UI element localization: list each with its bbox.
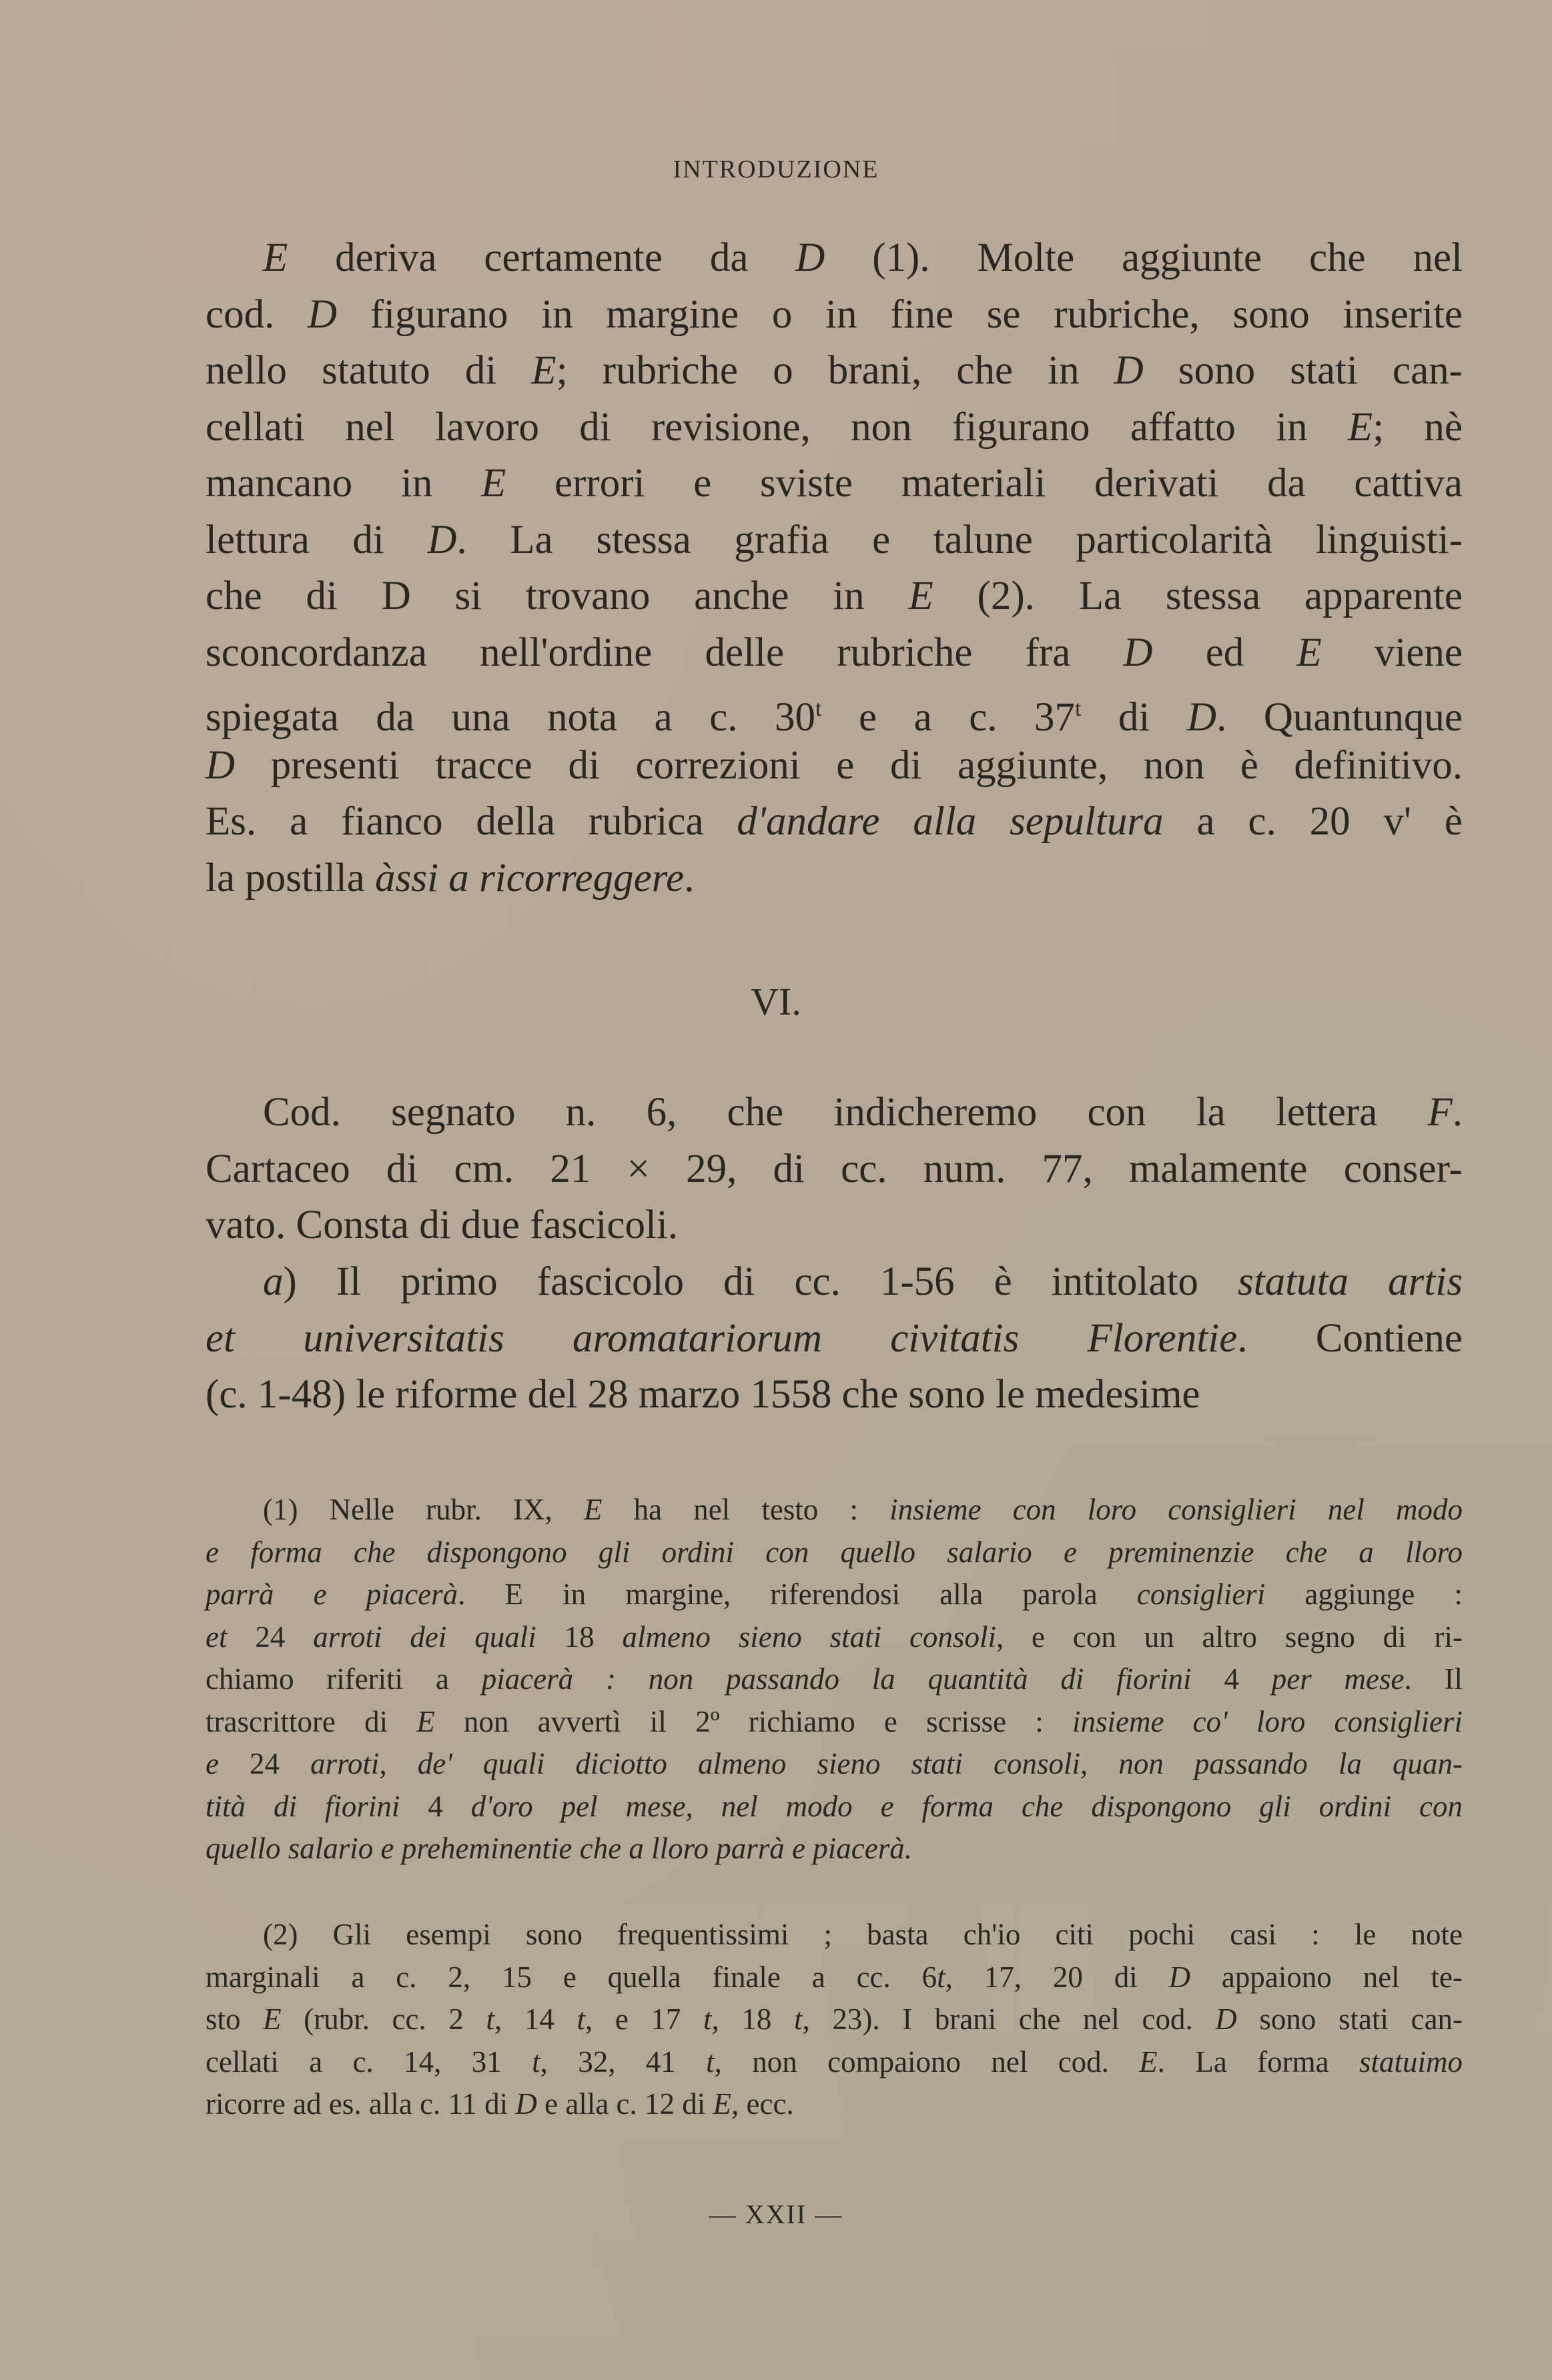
italic-run: E [583,1493,603,1526]
superscript: t [815,696,822,721]
text-run: ; rubriche o brani, che in [556,348,1114,393]
text-run: vato. Consta di due fascicoli. [206,1203,679,1247]
page-number: — XXII — [709,2199,843,2229]
text-line [206,1574,1463,1616]
text-line [206,2041,1463,2084]
text-line [206,1532,1463,1574]
italic-run: et universitatis aromatariorum civitatis Florentie [206,1315,1238,1361]
text-line [206,1828,1463,1870]
text-run: viene [1321,630,1463,675]
italic-run: D [206,742,236,788]
text-run: . Il [1404,1662,1463,1696]
italic-run: D [1114,348,1144,393]
text-run: figurano in margine o in fine se rubriche, sono inserite [337,291,1463,337]
text-run: e alla c. 12 di [536,2087,713,2121]
italic-run: t [793,2002,803,2036]
text-run: trascrittore di [206,1704,417,1738]
paragraph-3 [206,1254,1463,1423]
text-run: , e 17 [585,2002,703,2036]
italic-run: D [1215,2002,1237,2036]
text-run: deriva certamente da [288,235,796,280]
text-run: (2) Gli esempi sono frequentissimi ; basta ch'io citi pochi casi : le note [263,1918,1463,1951]
text-run: cellati a c. 14, 31 [206,2044,532,2078]
text-run: . La stessa grafia e talune particolarità linguisti- [456,517,1463,562]
italic-run: t [576,2002,585,2036]
text-line [206,456,1463,512]
text-run: sono stati can- [1236,2002,1463,2036]
text-line [206,1197,1463,1254]
italic-run: e forma che dispongono gli ordini con quello salario e preminenzie che a lloro [206,1535,1463,1569]
text-run: marginali a c. 2, 15 e quella finale a cc. 6 [206,1960,937,1994]
italic-run: E [416,1704,435,1738]
text-run: , e con un altro segno di ri- [996,1620,1463,1654]
italic-run: insieme co' loro consiglieri [1072,1704,1463,1738]
text-run: . Quantunque [1216,695,1463,740]
italic-run: E [531,348,556,393]
text-run: 4 [400,1789,471,1823]
italic-run: F [1427,1090,1453,1135]
paragraph-1 [206,230,1463,907]
footnote-1 [206,1489,1463,1870]
text-run: presenti tracce di correzioni e di aggiunte, non è definitivo. [235,742,1463,788]
text-run: appaiono nel te- [1190,1960,1463,1994]
text-line [206,1786,1463,1828]
italic-run: E [713,2087,732,2121]
italic-run: D [308,291,338,337]
italic-run: D [1168,1960,1191,1994]
text-run: spiegata da una nota a c. 30 [206,695,816,740]
text-run: , 32, 41 [540,2044,707,2078]
text-run: lettura di [206,517,428,562]
italic-run: parrà e piacerà [206,1578,458,1611]
text-run: Es. a fianco della rubrica [206,799,737,844]
paragraph-2 [206,1085,1463,1254]
italic-run: e [206,1747,219,1780]
italic-run: a [263,1259,284,1304]
text-line [206,230,1463,287]
italic-run: d'andare alla sepultura [737,799,1164,844]
italic-run: D [515,2087,537,2121]
italic-run: almeno sieno stati consoli [622,1620,996,1654]
text-run: ; nè [1373,404,1463,450]
italic-run: D [427,517,457,562]
italic-run: piacerà : non passando la quantità di fiorini [481,1662,1192,1696]
text-run: che di D si trovano anche in [206,574,909,618]
text-run: ed [1152,630,1297,675]
text-run: (1). Molte aggiunte che nel [825,235,1463,280]
text-run: (c. 1-48) le riforme del 28 marzo 1558 che sono le medesime [206,1372,1200,1417]
text-line [206,1701,1463,1744]
text-run: . [1452,1090,1463,1135]
running-head: INTRODUZIONE [673,155,879,183]
text-run: . Contiene [1237,1315,1463,1361]
italic-run: consiglieri [1136,1578,1266,1611]
italic-run: t [532,2044,540,2078]
text-run: (1) Nelle rubr. IX, [263,1493,584,1526]
text-run: cellati nel lavoro di revisione, non figurano affatto in [206,404,1348,450]
italic-run: D [795,235,825,280]
italic-run: àssi a ricorreggere [375,855,685,901]
text-line [206,1311,1463,1367]
section-heading: VI. [751,980,801,1023]
footnote-2 [206,1914,1463,2126]
text-line [206,1254,1463,1311]
text-line [206,1616,1463,1659]
text-run: ) Il primo fascicolo di cc. 1-56 è intitolato [283,1259,1238,1304]
text-line [206,850,1463,907]
italic-run: t [486,2002,494,2036]
text-run: . [684,855,695,901]
text-line [206,681,1463,738]
text-line [206,625,1463,682]
text-run: errori e sviste materiali derivati da cattiva [506,461,1463,506]
text-line [206,1489,1463,1532]
italic-run: d'oro pel mese, nel modo e forma che dispongono gli ordini con [470,1789,1463,1823]
text-line [206,287,1463,344]
text-line [206,1658,1463,1701]
text-run: sono stati can- [1143,348,1463,393]
text-run: la postilla [206,855,376,901]
superscript: t [1075,696,1082,721]
text-run: sto [206,2002,264,2036]
italic-run: E [1139,2044,1158,2078]
text-run: (2). La stessa apparente [933,574,1463,618]
text-run: chiamo riferiti a [206,1662,482,1696]
text-run: non avvertì il 2º richiamo e scrisse : [434,1704,1072,1738]
text-line [206,1914,1463,1956]
italic-run: E [1296,630,1322,675]
italic-run: E [908,574,933,618]
text-run: Cartaceo di cm. 21 × 29, di cc. num. 77, malamente conser- [206,1146,1463,1191]
italic-run: E [263,235,288,280]
italic-run: E [481,461,506,506]
text-run: , non compaiono nel cod. [714,2044,1140,2078]
text-run: nello statuto di [206,348,532,393]
italic-run: per mese [1271,1662,1405,1696]
text-line [206,400,1463,456]
italic-run: t [937,1960,945,1994]
text-run: 18 [536,1620,623,1654]
italic-run: statuta artis [1238,1259,1463,1304]
italic-run: statuimo [1359,2044,1463,2078]
text-line [206,738,1463,794]
italic-run: insieme con loro consiglieri nel modo [889,1493,1463,1526]
text-run: Cod. segnato n. 6, che indicheremo con la lettera [263,1090,1428,1135]
text-run: 24 [227,1620,314,1654]
text-line [206,794,1463,850]
text-run: . La forma [1157,2044,1359,2078]
text-run: di [1081,695,1188,740]
italic-run: quello salario e preheminentie che a lloro parrà e piacerà. [206,1832,912,1865]
text-run: sconcordanza nell'ordine delle rubriche fra [206,630,1124,675]
text-line [206,1743,1463,1786]
italic-run: E [1347,404,1373,450]
text-line [206,1998,1463,2041]
italic-run: D [1187,695,1217,740]
italic-run: arroti, de' quali diciotto almeno sieno stati consoli, non passando la quan- [310,1747,1463,1780]
text-line [206,2083,1463,2126]
italic-run: t [703,2002,712,2036]
text-line [206,512,1463,569]
italic-run: et [206,1620,228,1654]
text-line [206,568,1463,625]
text-line [206,1956,1463,1999]
text-run: 24 [218,1747,311,1780]
text-run: ha nel testo : [602,1493,890,1526]
italic-run: D [1123,630,1153,675]
text-run: ricorre ad es. alla c. 11 di [206,2087,516,2121]
text-line [206,1085,1463,1141]
text-run: . E in margine, riferendosi alla parola [458,1578,1137,1611]
text-run: cod. [206,291,308,337]
text-line [206,1141,1463,1198]
italic-run: tità di fiorini [206,1789,400,1823]
text-run: aggiunge : [1265,1578,1463,1611]
text-run: , 23). I brani che nel cod. [802,2002,1216,2036]
text-run: e a c. 37 [821,695,1076,740]
italic-run: E [263,2002,282,2036]
text-run: , 17, 20 di [945,1960,1169,1994]
italic-run: t [706,2044,715,2078]
text-run: (rubr. cc. 2 [281,2002,486,2036]
text-line [206,343,1463,400]
italic-run: arroti dei quali [313,1620,536,1654]
text-run: a c. 20 v' è [1163,799,1463,844]
text-run: , ecc. [731,2087,794,2121]
text-run: , 14 [494,2002,577,2036]
text-run: 4 [1191,1662,1272,1696]
text-run: mancano in [206,461,482,506]
text-line [206,1367,1463,1423]
text-run: , 18 [711,2002,794,2036]
